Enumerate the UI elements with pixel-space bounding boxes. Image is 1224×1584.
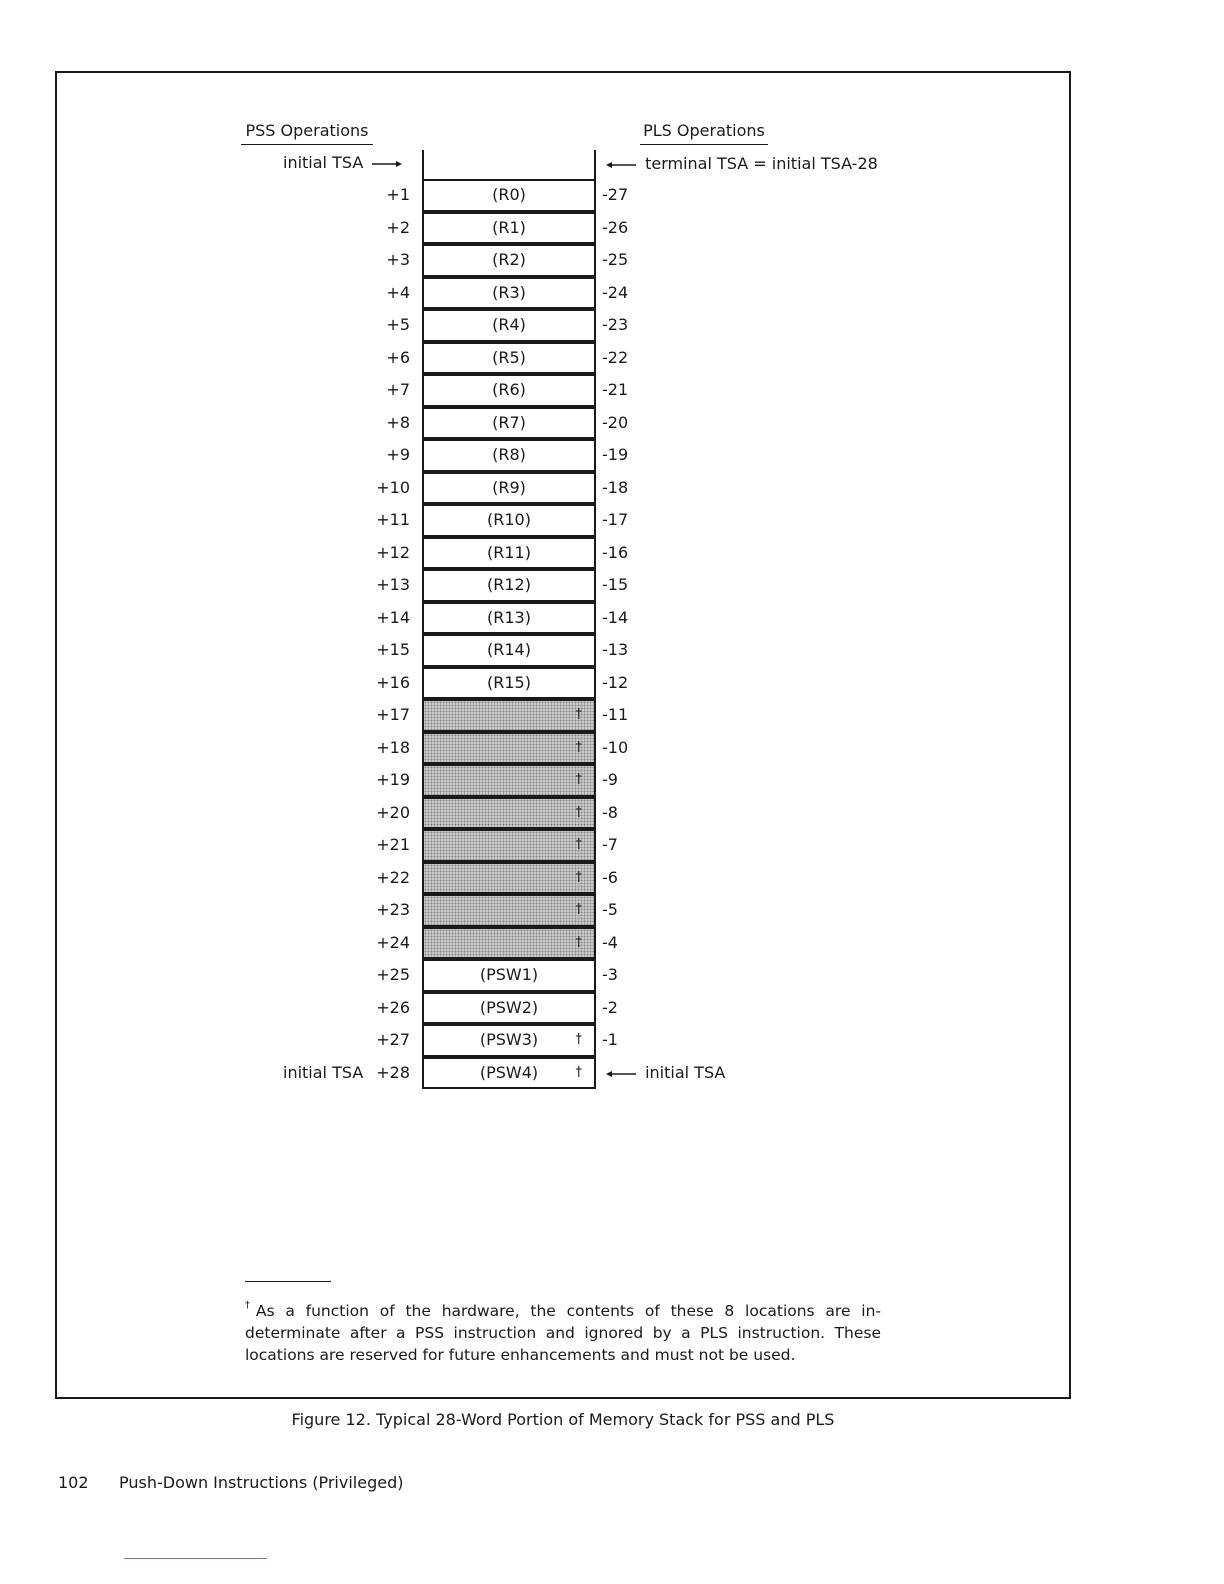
stack-cell	[422, 927, 596, 960]
offset-minus-label: -1	[602, 1030, 618, 1049]
offset-plus-label: +24	[376, 932, 410, 952]
stack-cell	[422, 244, 596, 277]
pls-operations-header: PLS Operations	[640, 121, 768, 145]
dagger-mark: †	[575, 772, 582, 787]
offset-plus-label: +28	[376, 1062, 410, 1082]
offset-minus-label: -2	[602, 997, 618, 1017]
footnote-rule	[245, 1281, 331, 1282]
running-footer-title: Push-Down Instructions (Privileged)	[119, 1473, 404, 1492]
offset-plus-label: +11	[376, 510, 410, 529]
stack-cell-content: (R8)	[492, 445, 526, 464]
offset-plus-label: +6	[386, 347, 410, 367]
footnote	[245, 1300, 881, 1366]
offset-minus-label: -5	[602, 900, 618, 919]
offset-minus-label: -12	[602, 672, 629, 692]
page-number: 102	[58, 1473, 89, 1492]
offset-plus-label: +19	[376, 770, 410, 789]
offset-minus-label: -17	[602, 510, 629, 529]
offset-minus-label: -22	[602, 347, 629, 367]
offset-plus-label: +25	[376, 965, 410, 984]
offset-plus-label: +4	[386, 282, 410, 302]
stack-cell	[422, 862, 596, 895]
offset-minus-label: -18	[602, 477, 629, 497]
stack-cell-content: (R4)	[492, 315, 526, 334]
stack-cell-content: (R5)	[492, 347, 526, 367]
stack-cell	[422, 472, 596, 505]
stack-cell-content: (R10)	[487, 510, 531, 529]
dagger-mark: †	[575, 739, 582, 755]
stack-cell	[422, 309, 596, 342]
offset-minus-label: -20	[602, 412, 629, 432]
stack-cell	[422, 667, 596, 700]
stack-cell-content: (R9)	[492, 477, 526, 497]
dagger-mark: †	[575, 804, 582, 820]
stack-cell	[422, 1024, 596, 1057]
stack-cell-content: (PSW2)	[479, 997, 539, 1017]
stack-cell	[422, 537, 596, 570]
right-arrow-icon	[368, 159, 404, 169]
stack-cell-content: (R3)	[492, 282, 526, 302]
stack-cell-content: (R2)	[492, 250, 526, 269]
stack-cell	[422, 764, 596, 797]
offset-minus-label: -11	[602, 705, 629, 724]
offset-minus-label: -23	[602, 315, 629, 334]
stack-cell	[422, 894, 596, 927]
offset-minus-label: -9	[602, 770, 618, 789]
stack-cell-content: (R15)	[487, 672, 531, 692]
offset-minus-label: -25	[602, 250, 629, 269]
offset-plus-label: +14	[376, 607, 410, 627]
stack-cell-content: (PSW3)	[479, 1030, 539, 1049]
offset-minus-label: -6	[602, 867, 618, 887]
dagger-mark: †	[575, 1032, 582, 1047]
stack-cell	[422, 439, 596, 472]
offset-plus-label: +1	[386, 185, 410, 204]
stack-cell-content: (R12)	[487, 575, 531, 594]
dagger-mark: †	[575, 902, 582, 917]
offset-minus-label: -8	[602, 802, 618, 822]
offset-minus-label: -14	[602, 607, 629, 627]
stack-cell-content: (R0)	[492, 185, 526, 204]
stack-top-open	[422, 150, 596, 179]
offset-plus-label: +17	[376, 705, 410, 724]
offset-minus-label: -19	[602, 445, 629, 464]
initial-tsa-top-label	[283, 153, 404, 173]
offset-minus-label: -13	[602, 640, 629, 659]
offset-minus-label: -10	[602, 737, 629, 757]
offset-minus-label: -16	[602, 542, 629, 562]
offset-plus-label: +7	[386, 380, 410, 399]
offset-plus-label: +5	[386, 315, 410, 334]
stack-cell	[422, 342, 596, 375]
left-arrow-icon	[604, 160, 640, 170]
initial-tsa-bottom-right-text: initial TSA	[645, 1063, 726, 1082]
stack-cell	[422, 634, 596, 667]
offset-plus-label: +16	[376, 672, 410, 692]
footnote-marker: †	[245, 1300, 256, 1311]
stack-cell-content: (R6)	[492, 380, 526, 399]
offset-plus-label: +22	[376, 867, 410, 887]
offset-minus-label: -4	[602, 932, 618, 952]
stack-cell	[422, 212, 596, 245]
offset-plus-label: +26	[376, 997, 410, 1017]
offset-plus-label: +2	[386, 217, 410, 237]
offset-plus-label: +18	[376, 737, 410, 757]
stack-cell-content: (PSW4)	[479, 1062, 539, 1082]
dagger-mark: †	[575, 1064, 582, 1080]
offset-minus-label: -27	[602, 185, 629, 204]
dagger-mark: †	[575, 934, 582, 950]
stack-cell-content: (PSW1)	[479, 965, 539, 984]
initial-tsa-bottom-right-label	[604, 1063, 725, 1083]
stack-cell	[422, 374, 596, 407]
stack-cell	[422, 569, 596, 602]
footnote-text: As a function of the hardware, the contents of these 8 locations are in-determinate after a PSS instruction and ignored by a PLS instruction. These locations are reserved for future enhancements and must not be used.	[245, 1302, 882, 1364]
stack-cell	[422, 699, 596, 732]
terminal-tsa-text: terminal TSA = initial TSA-28	[645, 154, 878, 173]
stack-cell	[422, 992, 596, 1025]
terminal-tsa-label	[604, 154, 878, 174]
offset-plus-label: +8	[386, 412, 410, 432]
decorative-blue-rule	[124, 1558, 267, 1559]
dagger-mark: †	[575, 869, 582, 885]
stack-cell	[422, 407, 596, 440]
left-arrow-icon	[604, 1069, 640, 1079]
offset-plus-label: +21	[376, 835, 410, 854]
offset-plus-label: +15	[376, 640, 410, 659]
stack-cell	[422, 1057, 596, 1090]
stack-cell-content: (R11)	[487, 542, 531, 562]
stack-cell	[422, 959, 596, 992]
offset-plus-label: +13	[376, 575, 410, 594]
pss-operations-header: PSS Operations	[241, 121, 373, 145]
dagger-mark: †	[575, 837, 582, 852]
dagger-mark: †	[575, 707, 582, 722]
stack-cell-content: (R14)	[487, 640, 531, 659]
stack-cell-content: (R1)	[492, 217, 526, 237]
offset-plus-label: +12	[376, 542, 410, 562]
offset-plus-label: +27	[376, 1030, 410, 1049]
stack-cell	[422, 797, 596, 830]
stack-cell-content: (R13)	[487, 607, 531, 627]
offset-minus-label: -7	[602, 835, 618, 854]
offset-plus-label: +20	[376, 802, 410, 822]
offset-plus-label: +9	[386, 445, 410, 464]
stack-cell	[422, 504, 596, 537]
offset-plus-label: +10	[376, 477, 410, 497]
stack-cell	[422, 829, 596, 862]
offset-plus-label: +23	[376, 900, 410, 919]
offset-minus-label: -26	[602, 217, 629, 237]
stack-cell	[422, 732, 596, 765]
figure-caption: Figure 12. Typical 28-Word Portion of Memory Stack for PSS and PLS	[291, 1410, 835, 1429]
stack-cell	[422, 179, 596, 212]
initial-tsa-top-text: initial TSA	[283, 153, 364, 172]
stack-cell-content: (R7)	[492, 412, 526, 432]
offset-plus-label: +3	[386, 250, 410, 269]
offset-minus-label: -15	[602, 575, 629, 594]
stack-cell	[422, 277, 596, 310]
offset-minus-label: -24	[602, 282, 629, 302]
initial-tsa-bottom-left-label: initial TSA	[283, 1063, 364, 1082]
offset-minus-label: -3	[602, 965, 618, 984]
offset-minus-label: -21	[602, 380, 629, 399]
stack-cell	[422, 602, 596, 635]
